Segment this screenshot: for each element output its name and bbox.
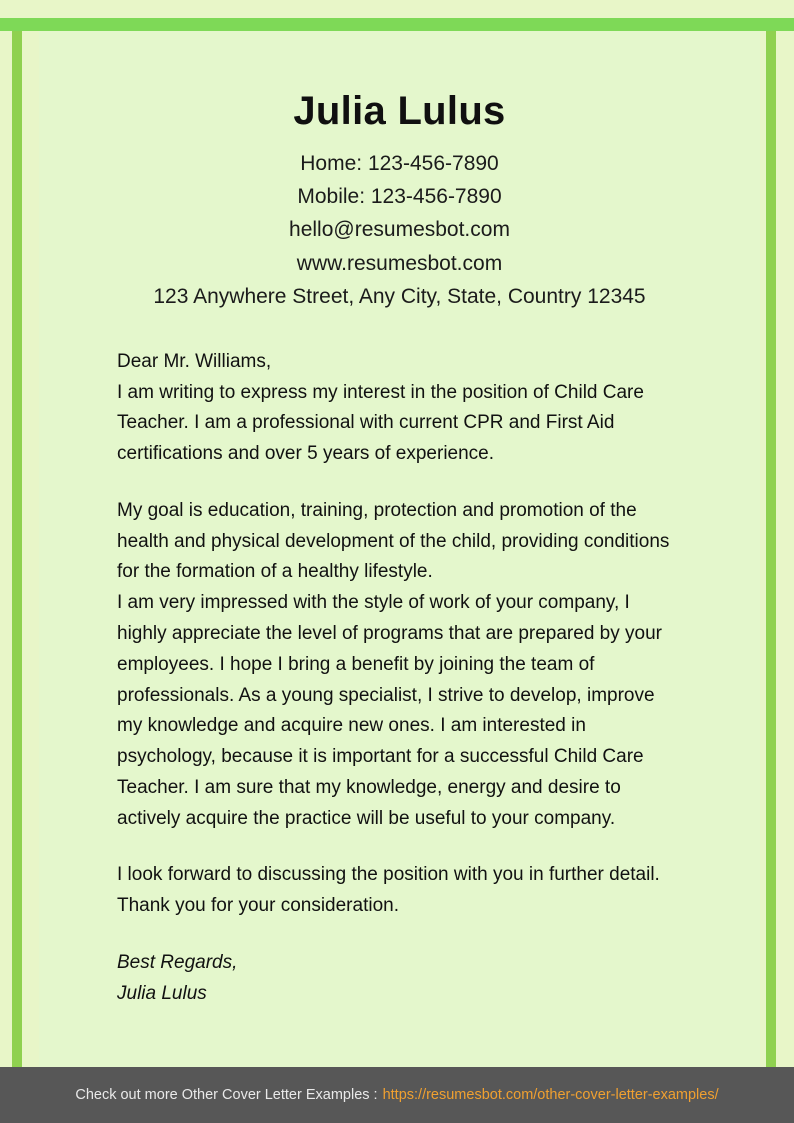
top-accent-band	[0, 18, 794, 31]
paragraph-intro: I am writing to express my interest in the position of Child Care Teacher. I am a professional with current CPR and First Aid certifications and over 5 years of experience.	[117, 381, 644, 465]
left-pale-margin	[0, 31, 12, 1067]
letter-body-area	[0, 31, 794, 1067]
contact-email: hello@resumesbot.com	[289, 218, 510, 242]
right-accent-bar	[766, 31, 776, 1067]
letter-sheet	[39, 31, 760, 1067]
contact-address: 123 Anywhere Street, Any City, State, Country 12345	[153, 284, 646, 308]
paragraph-closing-statement: I look forward to discussing the position with you in further detail. Thank you for your consideration.	[117, 864, 660, 917]
footer-link[interactable]: https://resumesbot.com/other-cover-letter-examples/	[382, 1087, 719, 1103]
closing-line: Best Regards,	[117, 951, 238, 973]
paragraph-motivation: I am very impressed with the style of work of your company, I highly appreciate the level of programs that are prepared by your employees. I hope I bring a benefit by joining the team of professionals. As a young specialist, I strive to develop, improve my knowledge and acquire new ones. I am interested in psychology, because it is important for a successful Child Care Teacher. I am sure that my knowledge, energy and desire to actively acquire the practice will be useful to your company.	[117, 592, 662, 829]
contact-mobile-phone: Mobile: 123-456-7890	[297, 185, 502, 209]
paragraph-spacer	[117, 470, 682, 496]
left-accent-bar	[12, 31, 22, 1067]
footer-bar	[0, 1067, 794, 1123]
letter-content	[85, 347, 714, 1010]
left-inner-gap	[22, 31, 39, 1067]
footer-text: Check out more Other Cover Letter Examples :	[75, 1087, 378, 1103]
contact-website: www.resumesbot.com	[296, 251, 503, 275]
paragraph-spacer	[117, 834, 682, 860]
page-title: Julia Lulus	[293, 89, 506, 133]
signature-name: Julia Lulus	[117, 982, 207, 1004]
right-pale-margin	[776, 31, 794, 1067]
top-pale-band	[0, 0, 794, 18]
contact-home-phone: Home: 123-456-7890	[300, 152, 499, 175]
salutation: Dear Mr. Williams,	[117, 350, 272, 372]
paragraph-goal: My goal is education, training, protection and promotion of the health and physical development of the child, providing conditions for the formation of a healthy lifestyle.	[117, 499, 670, 583]
paragraph-spacer	[117, 922, 682, 948]
